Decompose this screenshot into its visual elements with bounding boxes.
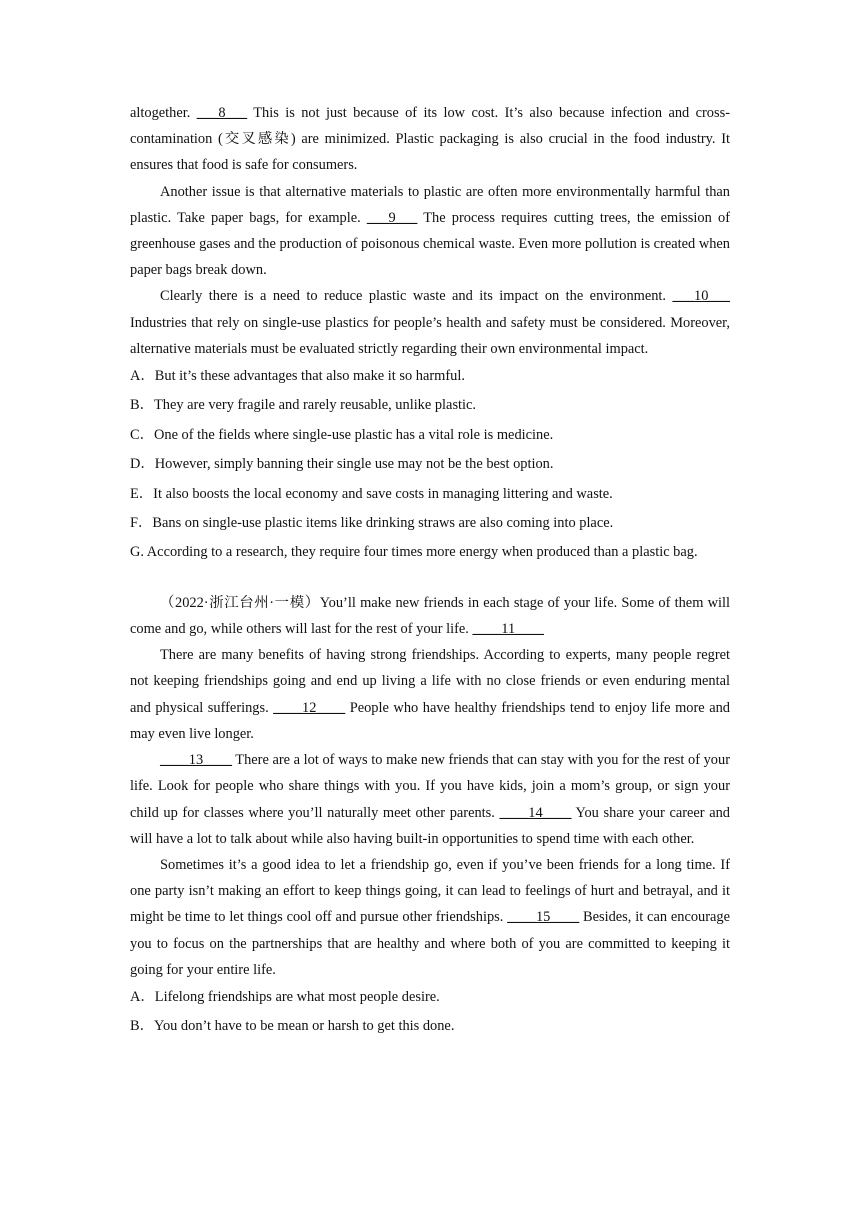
option-d: D．However, simply banning their single use may not be the best option. xyxy=(130,456,554,473)
passage1-paragraph-3 xyxy=(130,283,730,362)
blank-8[interactable]: ___8___ xyxy=(196,105,248,121)
blank-9[interactable]: ___9___ xyxy=(366,209,418,226)
text: People who have healthy friendships tend to enjoy life more and may even live longer. xyxy=(130,699,730,742)
text: There are many benefits of having strong friendships. According to experts, many people regret not keeping friendships going and end up living a life with no close friends or even enduring mental and physical sufferings. xyxy=(130,647,730,716)
blank-11[interactable]: ____11____ xyxy=(472,621,544,638)
text: Another issue is that alternative materials to plastic are often more environmentally harmful than plastic. Take paper bags, for example. xyxy=(130,183,730,226)
text: There are a lot of ways to make new friends that can stay with you for the rest of your life. Look for people who share things with you. If you have kids, join a mom’s group, or sign your child up for classes where you’ll naturally meet other parents. xyxy=(130,752,730,821)
option-a: A．But it’s these advantages that also make it so harmful. xyxy=(130,368,465,385)
passage-separator xyxy=(130,568,730,590)
option-b: B．You don’t have to be mean or harsh to get this done. xyxy=(130,1018,455,1035)
text: The process requires cutting trees, the emission of greenhouse gases and the production of poisonous chemical waste. Even more pollution is created when paper bags break down. xyxy=(130,209,730,279)
passage1-paragraph-2 xyxy=(130,179,730,284)
blank-15[interactable]: ____15____ xyxy=(507,909,580,926)
option-e: E．It also boosts the local economy and save costs in managing littering and waste. xyxy=(130,485,613,502)
text: You’ll make new friends in each stage of your life. Some of them will come and go, while others will last for the rest of your life. xyxy=(130,594,730,638)
source-label: （2022·浙江台州·一模） xyxy=(160,594,320,611)
document-content xyxy=(130,100,730,1042)
blank-12[interactable]: ____12____ xyxy=(273,699,346,716)
blank-10[interactable]: ___10___ xyxy=(672,288,730,305)
blank-13[interactable]: ____13____ xyxy=(160,752,232,769)
text: You share your career and will have a lot to talk about while also having built-in opportunities to spend time with each other. xyxy=(130,804,730,847)
passage2-paragraph-1 xyxy=(130,590,730,642)
passage2-paragraph-2 xyxy=(130,642,730,747)
passage2-paragraph-3 xyxy=(130,747,730,852)
passage1-paragraph-1 xyxy=(130,100,730,179)
option-g: G. According to a research, they require four times more energy when produced than a plastic bag. xyxy=(130,544,698,561)
option-c: C．One of the fields where single-use plastic has a vital role is medicine. xyxy=(130,426,554,443)
passage2-options xyxy=(130,983,730,1042)
text: altogether. xyxy=(130,105,197,121)
blank-14[interactable]: ____14____ xyxy=(499,804,572,821)
option-a: A．Lifelong friendships are what most people desire. xyxy=(130,988,440,1005)
option-f: F．Bans on single-use plastic items like drinking straws are also coming into place. xyxy=(130,515,614,532)
option-b: B．They are very fragile and rarely reusable, unlike plastic. xyxy=(130,397,477,414)
text: Industries that rely on single-use plastics for people’s health and safety must be considered. Moreover, alternative materials must be evaluated strictly regarding their own environmental impact. xyxy=(130,314,730,357)
text: Sometimes it’s a good idea to let a friendship go, even if you’ve been friends for a long time. If one party isn’t making an effort to keep things going, it can lead to feelings of hurt and betrayal, and it might be time to let things cool off and pursue other friendships. xyxy=(130,856,730,926)
text: Clearly there is a need to reduce plastic waste and its impact on the environment. xyxy=(160,288,673,305)
passage2-paragraph-4 xyxy=(130,852,730,983)
passage1-options xyxy=(130,362,730,568)
text: This is not just because of its low cost. It’s also because infection and cross-contamination (交叉感染) are minimized. Plastic packaging is also crucial in the food industry. It ensures that food is safe for consumers. xyxy=(130,105,730,174)
text: Besides, it can encourage you to focus on the partnerships that are healthy and where both of you are committed to keeping it going for your entire life. xyxy=(130,909,730,978)
